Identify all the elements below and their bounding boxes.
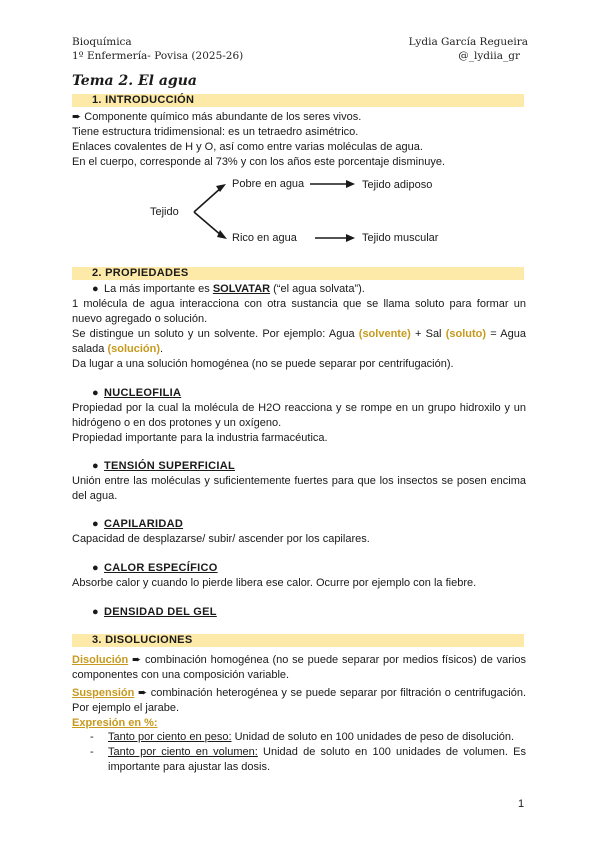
header-subject: Bioquímica (72, 36, 132, 48)
expresion-heading: Expresión en %: (72, 717, 158, 729)
suspension-definition: Suspensión ➨ combinación heterogénea y se puede separar por filtración o centrifugación. Por ejemplo el jarabe. (72, 687, 527, 714)
arrow-icon: ➨ (72, 111, 82, 123)
nucleofilia-text-2: Propiedad importante para la industria farmacéutica. (72, 432, 328, 444)
disolucion-definition: Disolución ➨ combinación homogénea (no se puede separar por medios físicos) de varios componentes con una composición variable. (72, 654, 526, 681)
diagram-bottom-right: Tejido muscular (362, 232, 439, 244)
heading-calor-especifico: ● CALOR ESPECÍFICO (92, 562, 218, 574)
prop-paragraph-3: Da lugar a una solución homogénea (no se puede separar por centrifugación). (72, 358, 454, 370)
diagram-root: Tejido (150, 206, 179, 218)
intro-line-3: Enlaces covalentes de H y O, así como entre varias moléculas de agua. (72, 141, 423, 153)
section-title-introduccion: 1. INTRODUCCIÓN (92, 94, 195, 106)
bullet-icon: ● (92, 518, 99, 530)
dash-icon: - (90, 746, 94, 758)
volumen-item: Tanto por ciento en volumen: Unidad de soluto en 100 unidades de volumen. Es importante para ajustar las dosis. (108, 746, 526, 773)
section-title-propiedades: 2. PROPIEDADES (92, 267, 189, 279)
intro-line-4: En el cuerpo, corresponde al 73% y con los años este porcentaje disminuye. (72, 156, 445, 168)
prop-paragraph-1: 1 molécula de agua interacciona con otra sustancia que se llama soluto para formar un nuevo agregado o solución. (72, 298, 526, 325)
diagram-top-left: Pobre en agua (232, 178, 305, 190)
heading-densidad-gel: ● DENSIDAD DEL GEL (92, 606, 217, 618)
header-course: 1º Enfermería- Povisa (2025-26) (72, 50, 244, 62)
section-title-disoluciones: 3. DISOLUCIONES (92, 634, 193, 646)
tension-text: Unión entre las moléculas y suficientemente fuertes para que los insectos se posen encima del agua. (72, 475, 526, 502)
bullet-icon: ● (92, 283, 99, 295)
bullet-icon: ● (92, 460, 99, 472)
arrow-icon: ➨ (132, 654, 142, 666)
prop-paragraph-2: Se distingue un soluto y un solvente. Por ejemplo: Agua (solvente) + Sal (soluto) = Agua salada (solución). (72, 328, 527, 355)
bullet-icon: ● (92, 387, 99, 399)
suspension-term: Suspensión (72, 687, 135, 699)
heading-tension-superficial: ● TENSIÓN SUPERFICIAL (92, 460, 235, 472)
peso-item: Tanto por ciento en peso: Unidad de soluto en 100 unidades de peso de disolución. (108, 731, 515, 743)
header-handle: @_lydiia_gr (458, 50, 520, 62)
arrow-icon: ➨ (137, 687, 148, 699)
page-title: Tema 2. El agua (72, 73, 197, 89)
solvatar-term: SOLVATAR (212, 283, 271, 295)
heading-nucleofilia: ● NUCLEOFILIA (92, 387, 182, 399)
nucleofilia-text-1: Propiedad por la cual la molécula de H2O reacciona y se rompe en un grupo hidroxilo y un hidrógeno o en dos protones y un oxígeno. (72, 402, 526, 429)
heading-capilaridad: ● CAPILARIDAD (92, 518, 184, 530)
diagram-bottom-left: Rico en agua (232, 232, 297, 244)
solvatar-line: ● La más importante es SOLVATAR (“el agua solvata”). (92, 283, 365, 295)
diagram-top-right: Tejido adiposo (362, 179, 433, 191)
bullet-icon: ● (92, 562, 99, 574)
dash-icon: - (90, 731, 94, 743)
header-author: Lydia García Regueira (408, 36, 528, 48)
intro-line-2: Tiene estructura tridimensional: es un tetraedro asimétrico. (72, 126, 359, 138)
capilaridad-text: Capacidad de desplazarse/ subir/ ascender por los capilares. (72, 533, 370, 545)
page-number: 1 (518, 798, 525, 810)
bullet-icon: ● (92, 606, 99, 618)
disolucion-term: Disolución (72, 654, 129, 666)
calor-text: Absorbe calor y cuando lo pierde libera ese calor. Ocurre por ejemplo con la fiebre. (72, 577, 477, 589)
intro-line-1: ➨ Componente químico más abundante de los seres vivos. (72, 111, 362, 123)
